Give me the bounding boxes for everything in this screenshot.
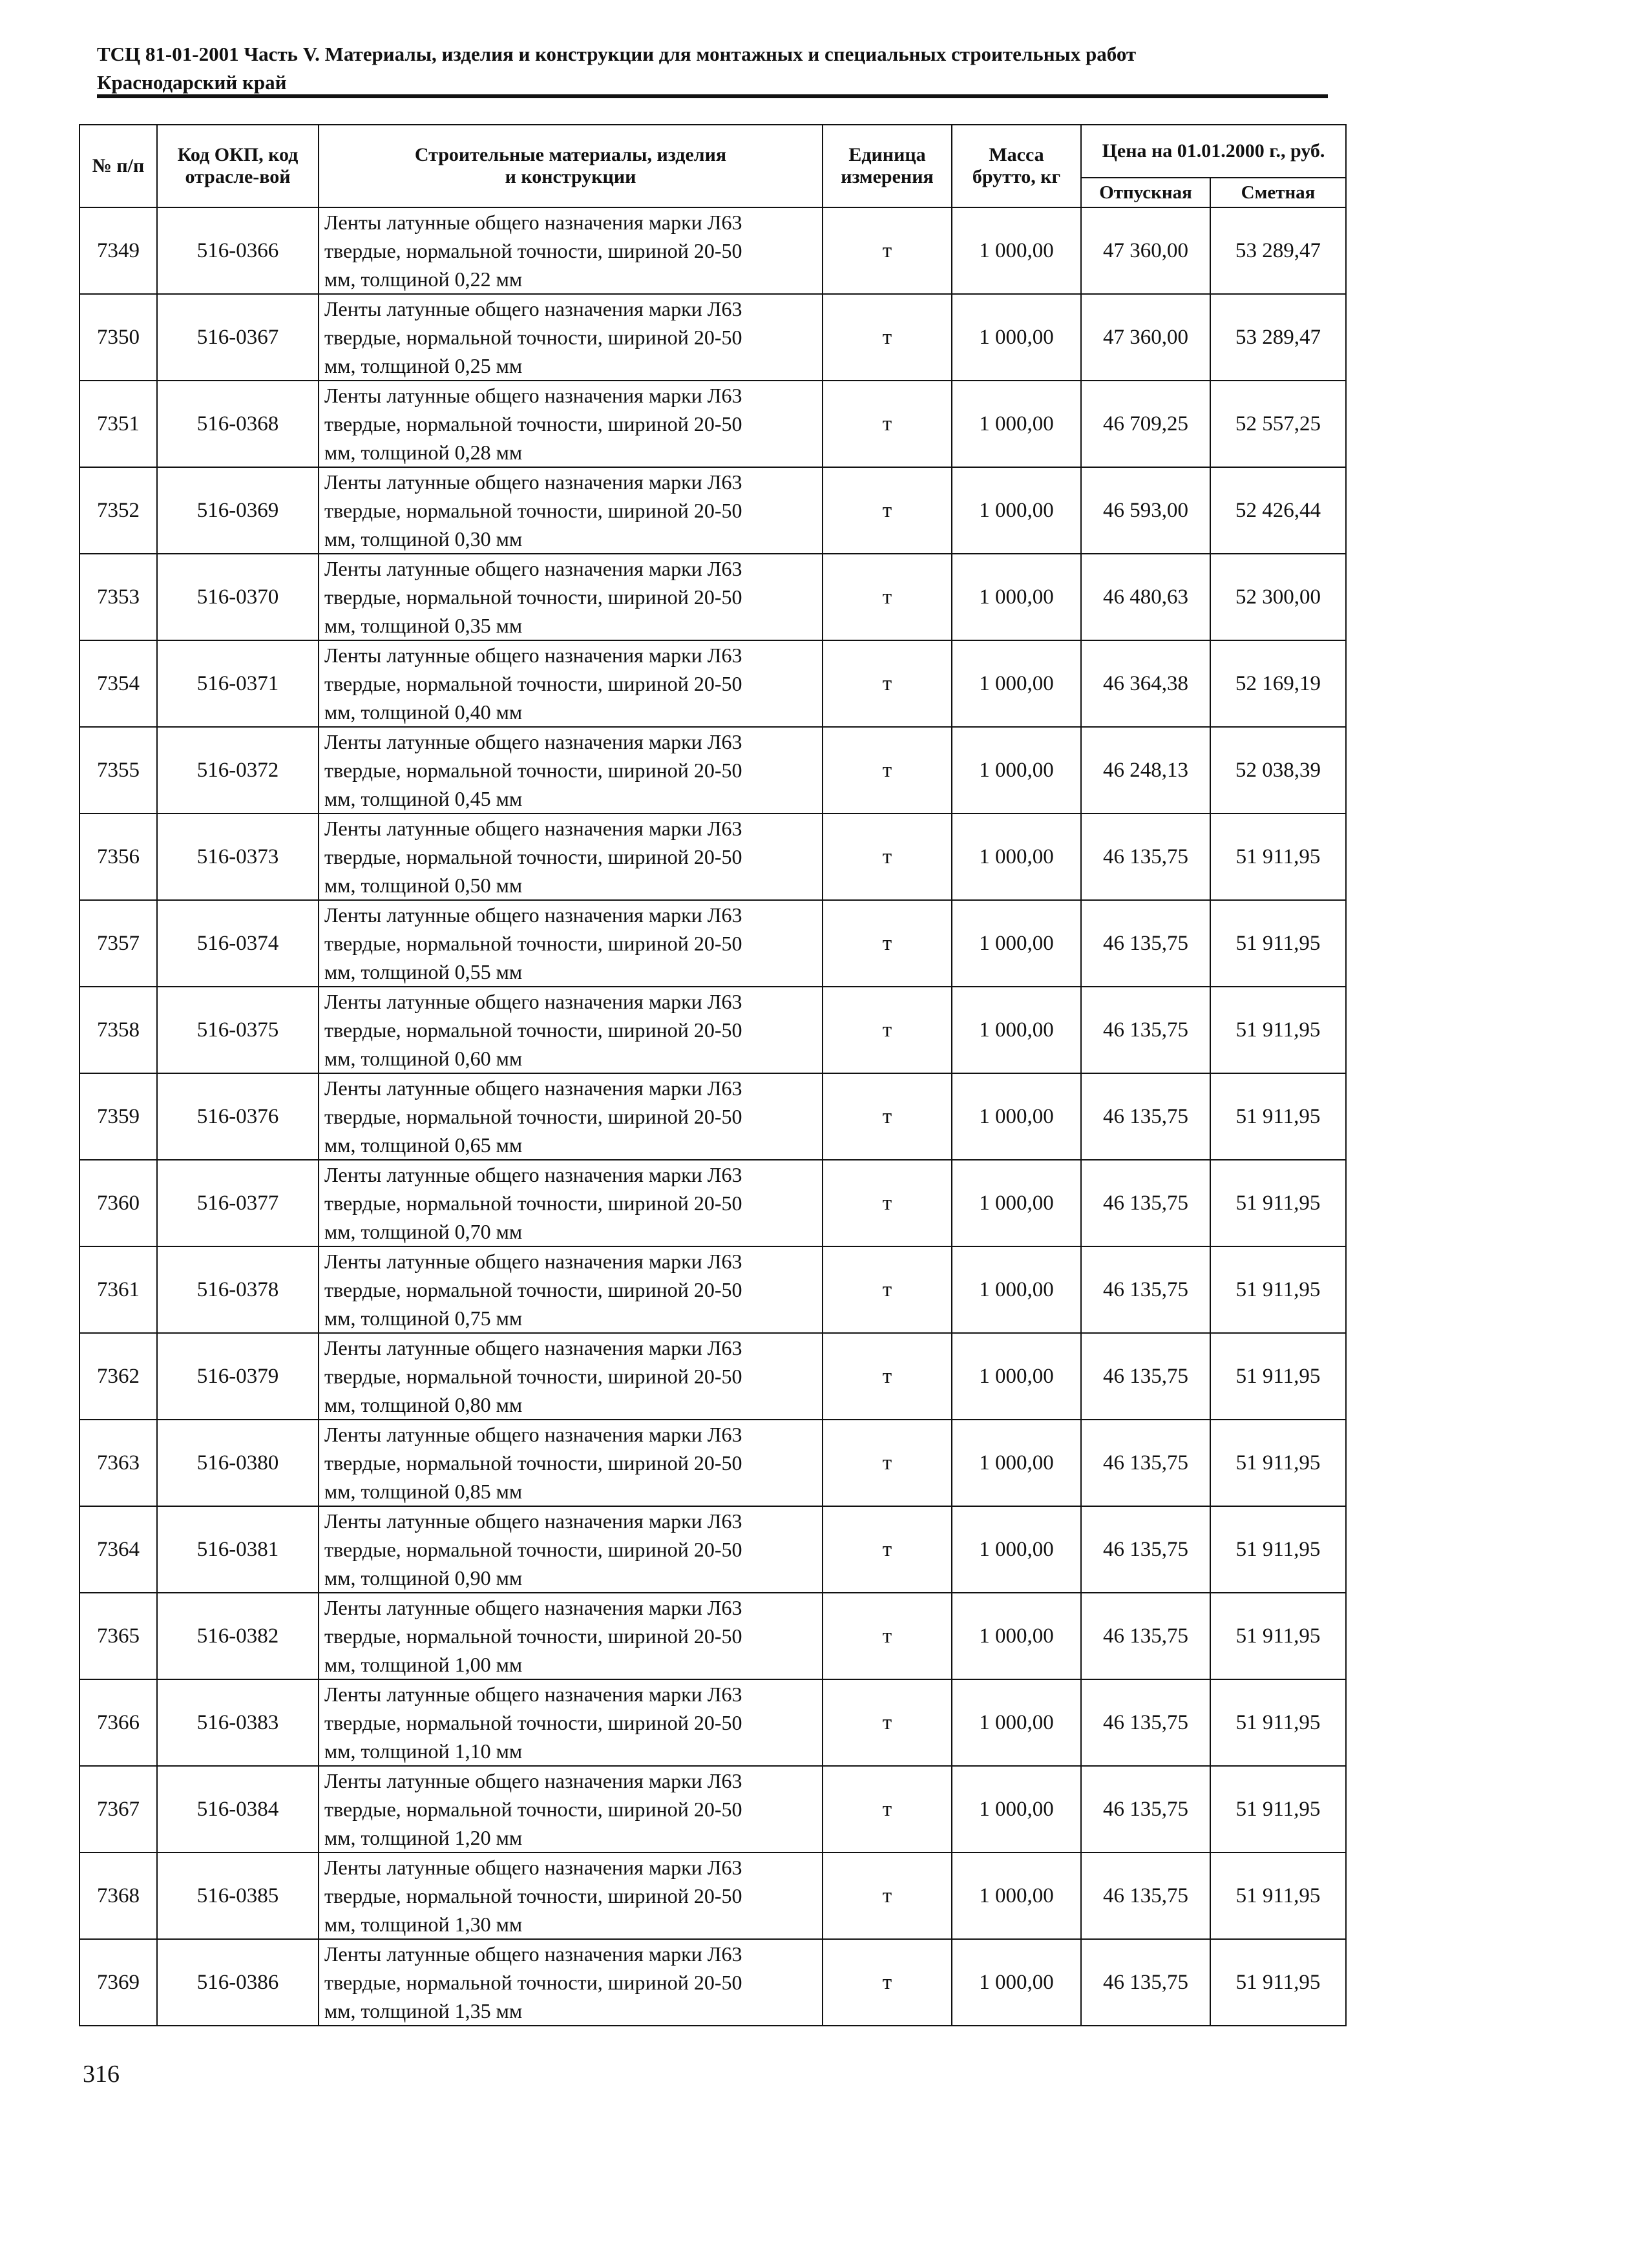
cell-num: 7350 xyxy=(79,294,157,381)
description-line2: твердые, нормальной точности, шириной 20-50 xyxy=(324,326,742,349)
description-line2: твердые, нормальной точности, шириной 20-50 xyxy=(324,759,742,782)
cell-num: 7369 xyxy=(79,1939,157,2026)
cell-price-release: 46 364,38 xyxy=(1081,640,1210,727)
description-line3: мм, толщиной 0,45 мм xyxy=(324,787,523,810)
cell-num: 7368 xyxy=(79,1853,157,1939)
description-line1: Ленты латунные общего назначения марки Л63 xyxy=(324,1250,742,1273)
description-line3: мм, толщиной 0,85 мм xyxy=(324,1480,523,1503)
cell-unit: т xyxy=(823,1160,952,1246)
cell-price-estimate: 51 911,95 xyxy=(1210,1333,1346,1420)
description-line2: твердые, нормальной точности, шириной 20-50 xyxy=(324,1538,742,1561)
cell-price-estimate: 51 911,95 xyxy=(1210,1246,1346,1333)
description-line2: твердые, нормальной точности, шириной 20-50 xyxy=(324,239,742,262)
cell-unit: т xyxy=(823,900,952,987)
cell-code: 516-0384 xyxy=(157,1766,319,1853)
table-row xyxy=(79,1766,1346,1853)
description-line2: твердые, нормальной точности, шириной 20-50 xyxy=(324,1018,742,1042)
cell-description xyxy=(319,1333,823,1420)
description-line1: Ленты латунные общего назначения марки Л63 xyxy=(324,384,742,407)
cell-price-release: 46 135,75 xyxy=(1081,1420,1210,1506)
cell-price-release: 46 135,75 xyxy=(1081,1333,1210,1420)
cell-unit: т xyxy=(823,381,952,467)
cell-price-estimate: 52 426,44 xyxy=(1210,467,1346,554)
cell-price-release: 46 248,13 xyxy=(1081,727,1210,814)
cell-price-release: 47 360,00 xyxy=(1081,207,1210,294)
cell-price-release: 46 593,00 xyxy=(1081,467,1210,554)
table-row xyxy=(79,381,1346,467)
description-line1: Ленты латунные общего назначения марки Л63 xyxy=(324,1509,742,1533)
cell-num: 7355 xyxy=(79,727,157,814)
cell-price-estimate: 52 557,25 xyxy=(1210,381,1346,467)
cell-mass: 1 000,00 xyxy=(952,1420,1081,1506)
table-row xyxy=(79,1853,1346,1939)
col-header-unit xyxy=(823,125,952,207)
description-line2: твердые, нормальной точности, шириной 20-50 xyxy=(324,1451,742,1475)
cell-price-estimate: 53 289,47 xyxy=(1210,294,1346,381)
table-row xyxy=(79,467,1346,554)
document-title: ТСЦ 81-01-2001 Часть V. Материалы, изделия и конструкции для монтажных и специальных строительных работ xyxy=(97,43,1137,65)
cell-price-release: 46 135,75 xyxy=(1081,987,1210,1073)
cell-price-estimate: 51 911,95 xyxy=(1210,1679,1346,1766)
description-line1: Ленты латунные общего назначения марки Л63 xyxy=(324,730,742,753)
description-line2: твердые, нормальной точности, шириной 20-50 xyxy=(324,1711,742,1734)
cell-code: 516-0382 xyxy=(157,1593,319,1679)
cell-unit: т xyxy=(823,467,952,554)
cell-unit: т xyxy=(823,207,952,294)
page-number: 316 xyxy=(83,2061,120,2088)
cell-code: 516-0373 xyxy=(157,814,319,900)
table-row xyxy=(79,1593,1346,1679)
cell-code: 516-0379 xyxy=(157,1333,319,1420)
col-header-price-release: Отпускная xyxy=(1081,178,1210,207)
cell-num: 7360 xyxy=(79,1160,157,1246)
cell-price-estimate: 51 911,95 xyxy=(1210,1766,1346,1853)
description-line1: Ленты латунные общего назначения марки Л63 xyxy=(324,644,742,667)
cell-unit: т xyxy=(823,1853,952,1939)
cell-mass: 1 000,00 xyxy=(952,207,1081,294)
description-line2: твердые, нормальной точности, шириной 20-50 xyxy=(324,412,742,436)
cell-description xyxy=(319,640,823,727)
description-line2: твердые, нормальной точности, шириной 20-50 xyxy=(324,1365,742,1388)
col-header-mass xyxy=(952,125,1081,207)
cell-code: 516-0370 xyxy=(157,554,319,640)
cell-description xyxy=(319,814,823,900)
description-line3: мм, толщиной 0,50 мм xyxy=(324,874,523,897)
cell-num: 7354 xyxy=(79,640,157,727)
col-header-name-line2: и конструкции xyxy=(505,166,636,187)
description-line1: Ленты латунные общего назначения марки Л63 xyxy=(324,557,742,580)
description-line1: Ленты латунные общего назначения марки Л63 xyxy=(324,1769,742,1792)
col-header-price-group: Цена на 01.01.2000 г., руб. xyxy=(1081,125,1346,178)
cell-price-estimate: 52 169,19 xyxy=(1210,640,1346,727)
description-line3: мм, толщиной 0,65 мм xyxy=(324,1133,523,1157)
cell-mass: 1 000,00 xyxy=(952,1593,1081,1679)
cell-description xyxy=(319,1766,823,1853)
col-header-unit-line2: измерения xyxy=(841,166,934,187)
description-line1: Ленты латунные общего назначения марки Л63 xyxy=(324,470,742,494)
description-line2: твердые, нормальной точности, шириной 20-50 xyxy=(324,672,742,695)
cell-price-release: 46 135,75 xyxy=(1081,1853,1210,1939)
col-header-unit-line1: Единица xyxy=(848,144,926,165)
cell-price-estimate: 51 911,95 xyxy=(1210,814,1346,900)
cell-price-estimate: 51 911,95 xyxy=(1210,1506,1346,1593)
table-row xyxy=(79,1246,1346,1333)
cell-num: 7358 xyxy=(79,987,157,1073)
table-row xyxy=(79,1420,1346,1506)
cell-description xyxy=(319,381,823,467)
cell-code: 516-0376 xyxy=(157,1073,319,1160)
cell-mass: 1 000,00 xyxy=(952,381,1081,467)
cell-price-estimate: 51 911,95 xyxy=(1210,900,1346,987)
cell-code: 516-0383 xyxy=(157,1679,319,1766)
cell-description xyxy=(319,900,823,987)
cell-code: 516-0369 xyxy=(157,467,319,554)
table-row xyxy=(79,294,1346,381)
cell-code: 516-0380 xyxy=(157,1420,319,1506)
cell-num: 7363 xyxy=(79,1420,157,1506)
cell-num: 7352 xyxy=(79,467,157,554)
cell-mass: 1 000,00 xyxy=(952,1766,1081,1853)
cell-description xyxy=(319,554,823,640)
table-row xyxy=(79,1160,1346,1246)
cell-num: 7356 xyxy=(79,814,157,900)
cell-num: 7361 xyxy=(79,1246,157,1333)
cell-description xyxy=(319,727,823,814)
cell-description xyxy=(319,987,823,1073)
description-line2: твердые, нормальной точности, шириной 20-50 xyxy=(324,1278,742,1301)
cell-num: 7362 xyxy=(79,1333,157,1420)
cell-price-release: 46 135,75 xyxy=(1081,1939,1210,2026)
table-row xyxy=(79,640,1346,727)
cell-mass: 1 000,00 xyxy=(952,467,1081,554)
cell-description xyxy=(319,207,823,294)
description-line3: мм, толщиной 1,10 мм xyxy=(324,1739,523,1763)
description-line1: Ленты латунные общего назначения марки Л63 xyxy=(324,1596,742,1619)
description-line3: мм, толщиной 1,35 мм xyxy=(324,1999,523,2022)
cell-unit: т xyxy=(823,1333,952,1420)
cell-price-estimate: 51 911,95 xyxy=(1210,1593,1346,1679)
cell-price-release: 46 135,75 xyxy=(1081,814,1210,900)
cell-price-estimate: 53 289,47 xyxy=(1210,207,1346,294)
cell-price-release: 46 135,75 xyxy=(1081,900,1210,987)
cell-code: 516-0374 xyxy=(157,900,319,987)
col-header-code: Код ОКП, код отрасле-вой xyxy=(157,125,319,207)
description-line3: мм, толщиной 0,30 мм xyxy=(324,527,523,551)
description-line2: твердые, нормальной точности, шириной 20-50 xyxy=(324,1105,742,1128)
cell-mass: 1 000,00 xyxy=(952,1679,1081,1766)
cell-num: 7366 xyxy=(79,1679,157,1766)
cell-mass: 1 000,00 xyxy=(952,727,1081,814)
cell-num: 7349 xyxy=(79,207,157,294)
cell-unit: т xyxy=(823,1679,952,1766)
description-line1: Ленты латунные общего назначения марки Л63 xyxy=(324,1683,742,1706)
cell-code: 516-0366 xyxy=(157,207,319,294)
cell-unit: т xyxy=(823,1506,952,1593)
description-line3: мм, толщиной 1,30 мм xyxy=(324,1913,523,1936)
cell-mass: 1 000,00 xyxy=(952,1939,1081,2026)
description-line1: Ленты латунные общего назначения марки Л63 xyxy=(324,211,742,234)
cell-mass: 1 000,00 xyxy=(952,554,1081,640)
table-body xyxy=(79,207,1346,2026)
cell-num: 7365 xyxy=(79,1593,157,1679)
cell-description xyxy=(319,467,823,554)
table-row xyxy=(79,1073,1346,1160)
cell-description xyxy=(319,1506,823,1593)
col-header-mass-line2: брутто, кг xyxy=(972,166,1061,187)
cell-price-release: 46 135,75 xyxy=(1081,1679,1210,1766)
cell-mass: 1 000,00 xyxy=(952,1246,1081,1333)
cell-price-estimate: 51 911,95 xyxy=(1210,1939,1346,2026)
document-header xyxy=(97,40,1325,97)
cell-code: 516-0375 xyxy=(157,987,319,1073)
description-line2: твердые, нормальной точности, шириной 20-50 xyxy=(324,845,742,868)
cell-price-release: 46 135,75 xyxy=(1081,1593,1210,1679)
col-header-price-estimate: Сметная xyxy=(1210,178,1346,207)
cell-price-estimate: 51 911,95 xyxy=(1210,987,1346,1073)
description-line3: мм, толщиной 0,75 мм xyxy=(324,1307,523,1330)
description-line3: мм, толщиной 0,35 мм xyxy=(324,614,523,637)
cell-price-estimate: 51 911,95 xyxy=(1210,1853,1346,1939)
description-line2: твердые, нормальной точности, шириной 20-50 xyxy=(324,1971,742,1994)
description-line2: твердые, нормальной точности, шириной 20-50 xyxy=(324,585,742,609)
cell-price-estimate: 51 911,95 xyxy=(1210,1073,1346,1160)
cell-mass: 1 000,00 xyxy=(952,987,1081,1073)
cell-description xyxy=(319,1160,823,1246)
cell-num: 7364 xyxy=(79,1506,157,1593)
cell-code: 516-0367 xyxy=(157,294,319,381)
document-region: Краснодарский край xyxy=(97,71,287,94)
cell-unit: т xyxy=(823,1593,952,1679)
col-header-name xyxy=(319,125,823,207)
table-header-row xyxy=(79,125,1346,178)
cell-price-release: 46 135,75 xyxy=(1081,1160,1210,1246)
cell-unit: т xyxy=(823,1939,952,2026)
col-header-name-line1: Строительные материалы, изделия xyxy=(414,144,727,165)
cell-unit: т xyxy=(823,1420,952,1506)
col-header-mass-line1: Масса xyxy=(989,144,1044,165)
cell-price-release: 46 480,63 xyxy=(1081,554,1210,640)
cell-num: 7359 xyxy=(79,1073,157,1160)
description-line3: мм, толщиной 0,55 мм xyxy=(324,960,523,983)
cell-mass: 1 000,00 xyxy=(952,1506,1081,1593)
cell-code: 516-0381 xyxy=(157,1506,319,1593)
cell-unit: т xyxy=(823,554,952,640)
description-line3: мм, толщиной 0,22 мм xyxy=(324,268,523,291)
header-divider xyxy=(97,94,1328,98)
cell-unit: т xyxy=(823,1073,952,1160)
cell-price-release: 46 135,75 xyxy=(1081,1246,1210,1333)
cell-description xyxy=(319,1246,823,1333)
cell-description xyxy=(319,1853,823,1939)
cell-unit: т xyxy=(823,987,952,1073)
cell-price-estimate: 52 038,39 xyxy=(1210,727,1346,814)
description-line3: мм, толщиной 1,00 мм xyxy=(324,1653,523,1676)
cell-price-release: 46 135,75 xyxy=(1081,1506,1210,1593)
table-row xyxy=(79,1679,1346,1766)
description-line1: Ленты латунные общего назначения марки Л63 xyxy=(324,1336,742,1360)
cell-mass: 1 000,00 xyxy=(952,1073,1081,1160)
description-line3: мм, толщиной 0,90 мм xyxy=(324,1566,523,1590)
description-line2: твердые, нормальной точности, шириной 20-50 xyxy=(324,1798,742,1821)
description-line2: твердые, нормальной точности, шириной 20-50 xyxy=(324,1192,742,1215)
description-line2: твердые, нормальной точности, шириной 20-50 xyxy=(324,1624,742,1648)
description-line1: Ленты латунные общего назначения марки Л63 xyxy=(324,297,742,320)
cell-unit: т xyxy=(823,294,952,381)
table-row xyxy=(79,1333,1346,1420)
description-line1: Ленты латунные общего назначения марки Л63 xyxy=(324,1856,742,1879)
cell-price-release: 46 135,75 xyxy=(1081,1766,1210,1853)
cell-description xyxy=(319,294,823,381)
description-line3: мм, толщиной 0,25 мм xyxy=(324,354,523,377)
description-line1: Ленты латунные общего назначения марки Л63 xyxy=(324,990,742,1013)
cell-code: 516-0378 xyxy=(157,1246,319,1333)
table-row xyxy=(79,814,1346,900)
description-line1: Ленты латунные общего назначения марки Л63 xyxy=(324,1423,742,1446)
description-line2: твердые, нормальной точности, шириной 20-50 xyxy=(324,1884,742,1907)
table-row xyxy=(79,207,1346,294)
table-row xyxy=(79,554,1346,640)
description-line3: мм, толщиной 1,20 мм xyxy=(324,1826,523,1849)
cell-unit: т xyxy=(823,1246,952,1333)
cell-code: 516-0368 xyxy=(157,381,319,467)
cell-price-release: 47 360,00 xyxy=(1081,294,1210,381)
cell-num: 7367 xyxy=(79,1766,157,1853)
cell-code: 516-0385 xyxy=(157,1853,319,1939)
description-line2: твердые, нормальной точности, шириной 20-50 xyxy=(324,932,742,955)
cell-price-release: 46 709,25 xyxy=(1081,381,1210,467)
cell-unit: т xyxy=(823,814,952,900)
table-row xyxy=(79,1506,1346,1593)
description-line1: Ленты латунные общего назначения марки Л63 xyxy=(324,1076,742,1100)
cell-code: 516-0386 xyxy=(157,1939,319,2026)
description-line1: Ленты латунные общего назначения марки Л63 xyxy=(324,1942,742,1966)
description-line1: Ленты латунные общего назначения марки Л63 xyxy=(324,1163,742,1186)
cell-description xyxy=(319,1679,823,1766)
col-header-num: № п/п xyxy=(79,125,157,207)
cell-code: 516-0372 xyxy=(157,727,319,814)
description-line3: мм, толщиной 0,40 мм xyxy=(324,700,523,724)
cell-mass: 1 000,00 xyxy=(952,814,1081,900)
cell-unit: т xyxy=(823,727,952,814)
cell-unit: т xyxy=(823,640,952,727)
description-line3: мм, толщиной 0,28 мм xyxy=(324,441,523,464)
cell-price-estimate: 52 300,00 xyxy=(1210,554,1346,640)
cell-mass: 1 000,00 xyxy=(952,1853,1081,1939)
table-row xyxy=(79,1939,1346,2026)
description-line3: мм, толщиной 0,70 мм xyxy=(324,1220,523,1243)
cell-description xyxy=(319,1073,823,1160)
table-row xyxy=(79,727,1346,814)
cell-num: 7353 xyxy=(79,554,157,640)
cell-price-estimate: 51 911,95 xyxy=(1210,1160,1346,1246)
cell-mass: 1 000,00 xyxy=(952,1333,1081,1420)
cell-mass: 1 000,00 xyxy=(952,1160,1081,1246)
cell-num: 7351 xyxy=(79,381,157,467)
description-line2: твердые, нормальной точности, шириной 20-50 xyxy=(324,499,742,522)
description-line3: мм, толщиной 0,80 мм xyxy=(324,1393,523,1416)
description-line3: мм, толщиной 0,60 мм xyxy=(324,1047,523,1070)
cell-code: 516-0371 xyxy=(157,640,319,727)
cell-mass: 1 000,00 xyxy=(952,640,1081,727)
cell-description xyxy=(319,1593,823,1679)
cell-description xyxy=(319,1420,823,1506)
cell-num: 7357 xyxy=(79,900,157,987)
cell-unit: т xyxy=(823,1766,952,1853)
table-row xyxy=(79,900,1346,987)
cell-price-release: 46 135,75 xyxy=(1081,1073,1210,1160)
table-row xyxy=(79,987,1346,1073)
cell-mass: 1 000,00 xyxy=(952,294,1081,381)
cell-code: 516-0377 xyxy=(157,1160,319,1246)
cell-mass: 1 000,00 xyxy=(952,900,1081,987)
cell-price-estimate: 51 911,95 xyxy=(1210,1420,1346,1506)
cell-description xyxy=(319,1939,823,2026)
price-table xyxy=(79,124,1347,2026)
description-line1: Ленты латунные общего назначения марки Л63 xyxy=(324,903,742,927)
description-line1: Ленты латунные общего назначения марки Л63 xyxy=(324,817,742,840)
